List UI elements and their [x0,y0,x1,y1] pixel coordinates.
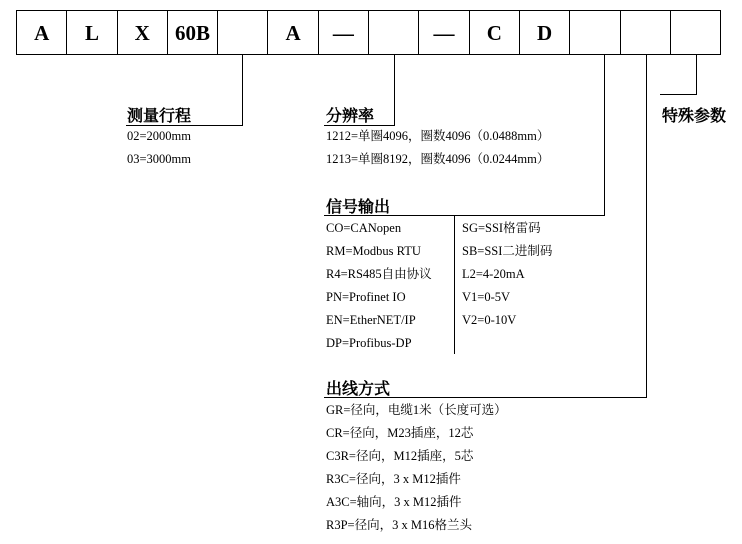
code-cell-12 [570,11,620,55]
signal-right-list [462,217,552,332]
list-item: C3R=径向，M12插座，5芯 [326,449,474,463]
code-cell-8 [369,11,419,55]
code-cell-3: X [118,11,168,55]
list-item: SB=SSI二进制码 [462,244,553,258]
code-cell-1: A [17,11,67,55]
code-cell-10: C [470,11,520,55]
signal-left-list [326,217,432,355]
leader-resolution-vertical [394,55,395,126]
list-item: 1212=单圈4096，圈数4096（0.0488mm） [326,129,550,143]
list-item: RM=Modbus RTU [326,244,421,258]
leader-outlet-vertical [646,55,647,398]
model-code-row [16,10,721,55]
outlet-title: 出线方式 [326,379,391,398]
list-item: V2=0-10V [462,313,517,327]
list-item: EN=EtherNET/IP [326,313,416,327]
special-title: 特殊参数 [662,106,727,125]
code-cell-4: 60B [168,11,218,55]
leader-special-horizontal [660,94,697,95]
list-item: L2=4-20mA [462,267,525,281]
list-item: GR=径向，电缆1米（长度可选） [326,403,507,417]
list-item: SG=SSI格雷码 [462,221,541,235]
list-item: R4=RS485自由协议 [326,267,432,281]
list-item: V1=0-5V [462,290,511,304]
code-cell-7: — [319,11,369,55]
list-item: CR=径向，M23插座，12芯 [326,426,474,440]
list-item: 1213=单圈8192，圈数4096（0.0244mm） [326,152,550,166]
list-item: 03=3000mm [127,152,191,166]
list-item: DP=Profibus-DP [326,336,412,350]
list-item: CO=CANopen [326,221,402,235]
resolution-title: 分辨率 [326,106,375,125]
code-cell-9: — [419,11,469,55]
list-item: R3C=径向，3 x M12插件 [326,472,461,486]
list-item: A3C=轴向，3 x M12插件 [326,495,462,509]
stroke-list [127,125,191,171]
leader-stroke-vertical [242,55,243,126]
list-item: 02=2000mm [127,129,191,143]
signal-title: 信号输出 [326,197,391,216]
code-cell-2: L [67,11,117,55]
list-item: PN=Profinet IO [326,290,406,304]
signal-column-divider [454,216,455,354]
resolution-list [326,125,549,171]
code-cell-11: D [520,11,570,55]
code-cell-5 [218,11,268,55]
list-item: R3P=径向，3 x M16格兰头 [326,518,472,532]
stroke-title: 测量行程 [127,106,192,125]
leader-signal-vertical [604,55,605,216]
code-cell-13 [621,11,671,55]
outlet-list [326,399,507,537]
code-cell-14 [671,11,721,55]
code-cell-6: A [268,11,318,55]
leader-special-vertical [696,55,697,95]
